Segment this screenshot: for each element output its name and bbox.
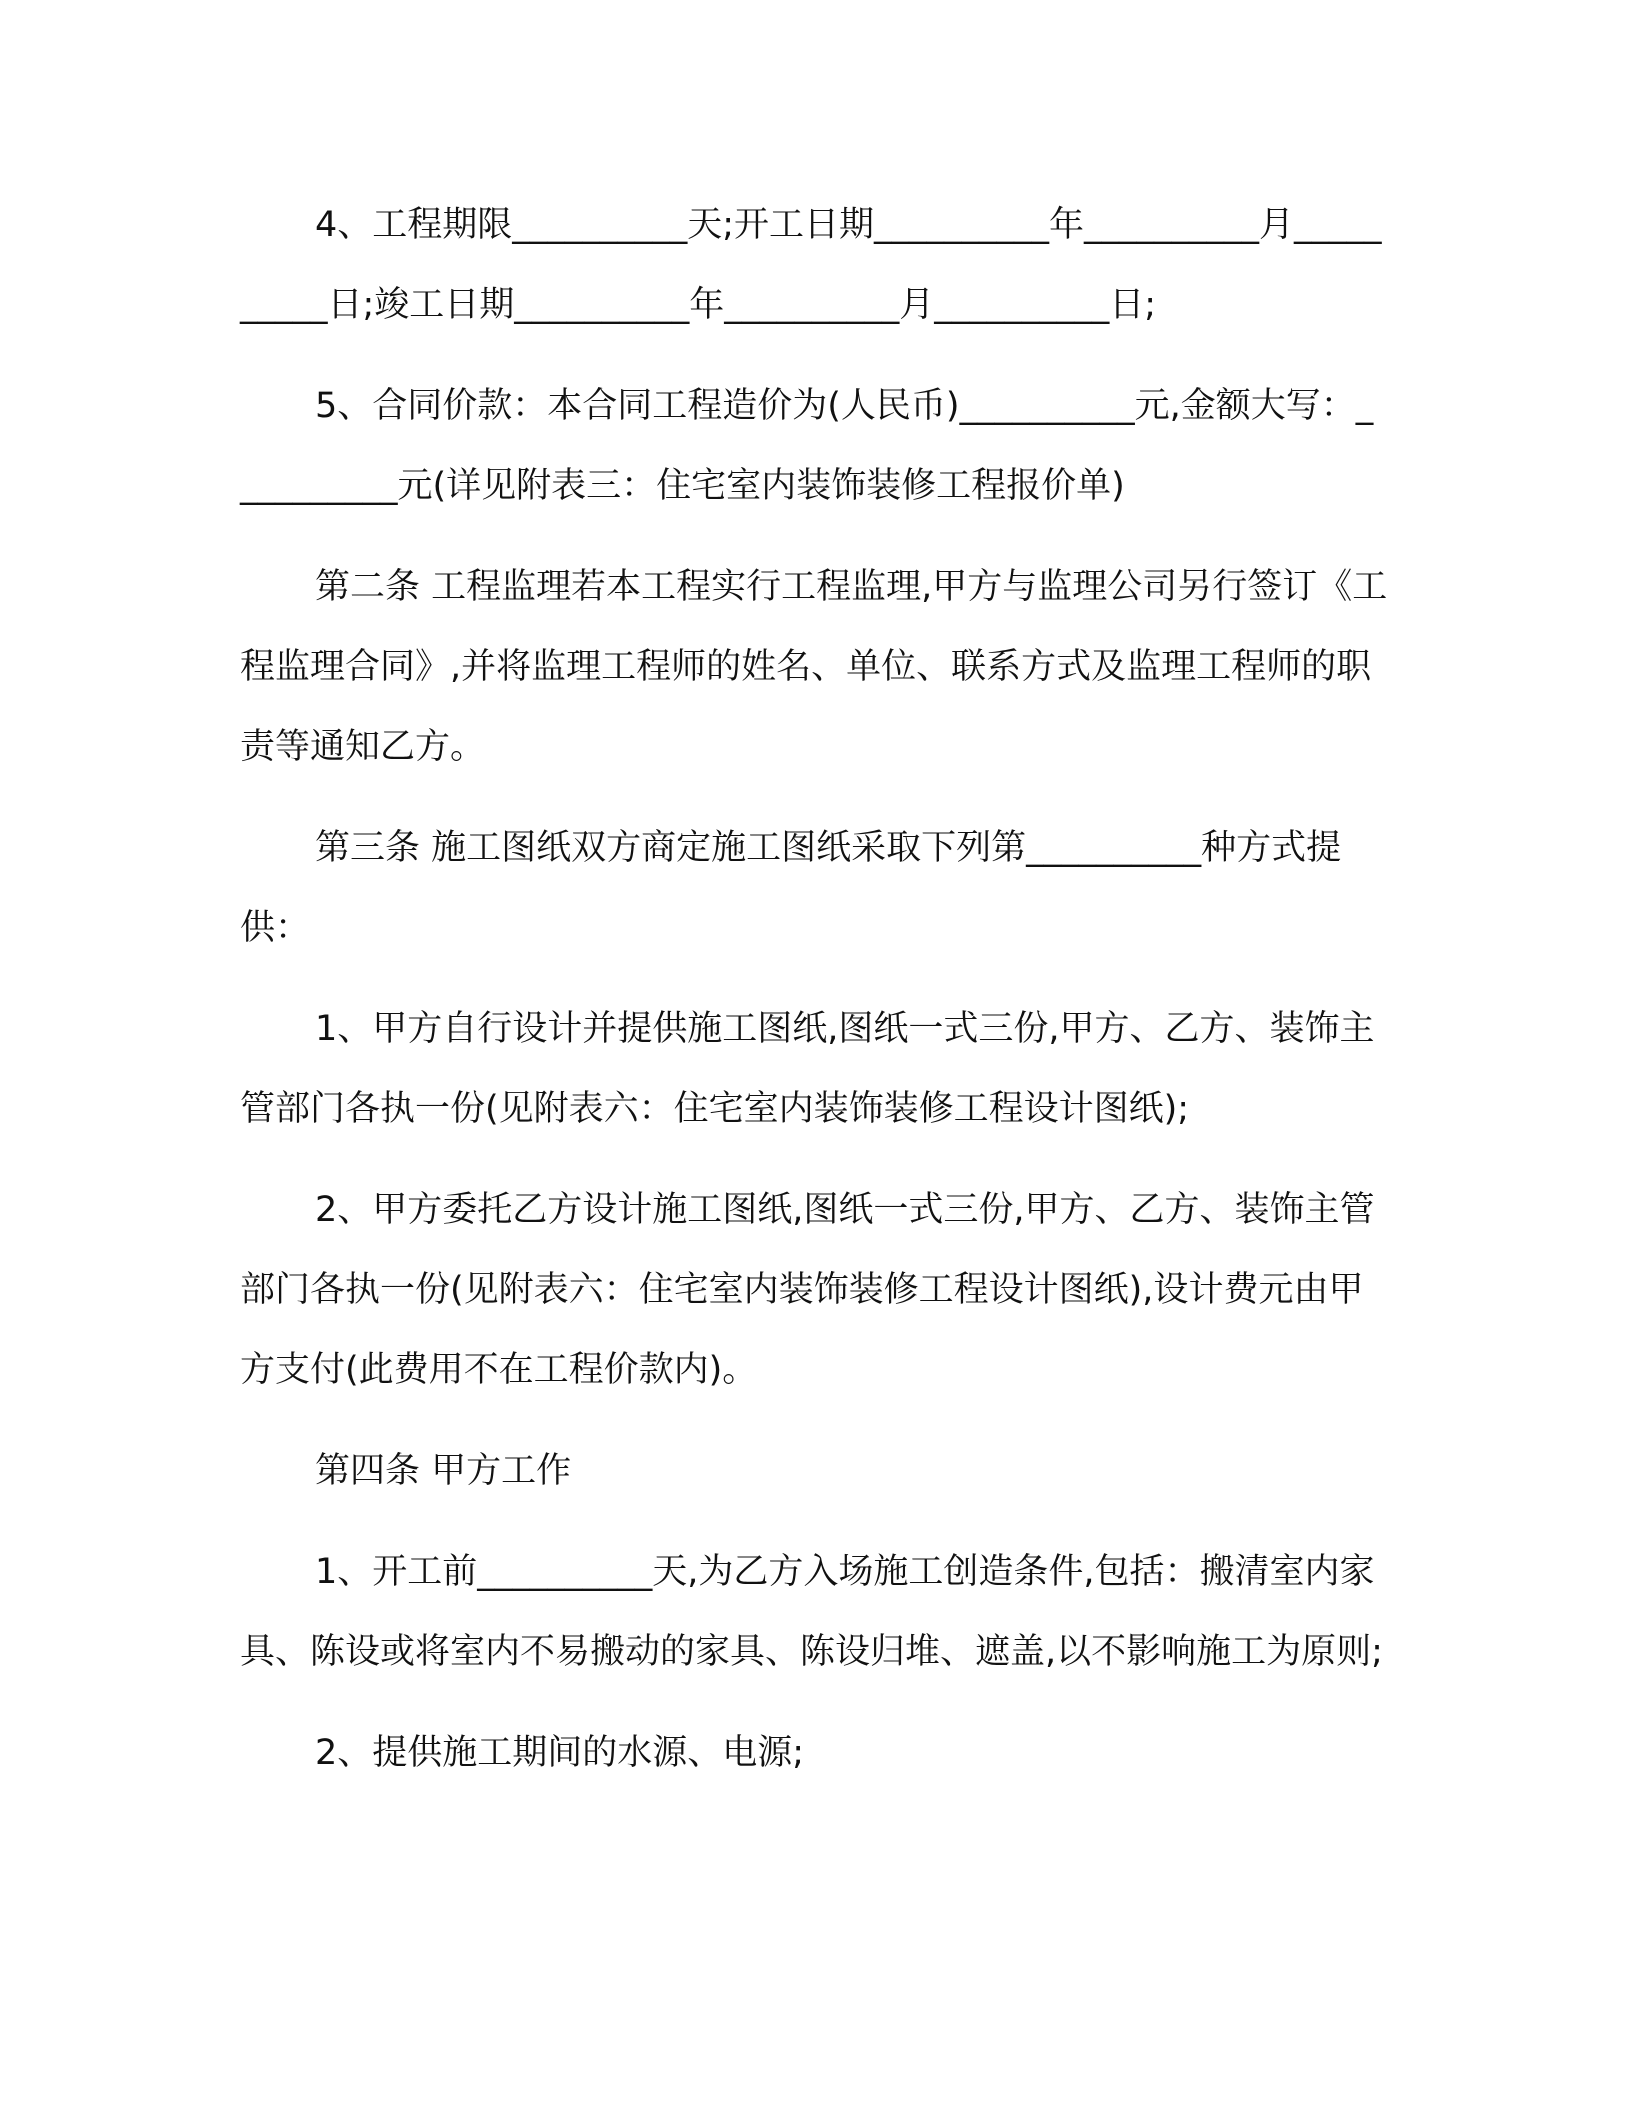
document-body — [240, 185, 1390, 1814]
paragraph-article-4-heading: 第四条 甲方工作 — [315, 1451, 572, 1491]
paragraph-item-5-price: 5、合同价款：本合同工程造价为(人民币)__________元,金额大写：__________元(详见附表三：住宅室内装饰装修工程报价单) — [240, 386, 1374, 506]
paragraph-article-2-supervision: 第二条 工程监理若本工程实行工程监理,甲方与监理公司另行签订《工程监理合同》,并将监理工程师的姓名、单位、联系方式及监理工程师的职责等通知乙方。 — [240, 567, 1388, 767]
paragraph-party-a-duty-2: 2、提供施工期间的水源、电源; — [315, 1733, 805, 1773]
paragraph-party-a-duty-1: 1、开工前__________天,为乙方入场施工创造条件,包括：搬清室内家具、陈设或将室内不易搬动的家具、陈设归堆、遮盖,以不影响施工为原则; — [240, 1552, 1383, 1672]
paragraph-item-4-duration: 4、工程期限__________天;开工日期__________年__________月__________日;竣工日期__________年__________月__________日; — [240, 205, 1382, 325]
paragraph-drawings-option-2: 2、甲方委托乙方设计施工图纸,图纸一式三份,甲方、乙方、装饰主管部门各执一份(见附表六：住宅室内装饰装修工程设计图纸),设计费元由甲方支付(此费用不在工程价款内)。 — [240, 1190, 1375, 1390]
paragraph-article-3-drawings: 第三条 施工图纸双方商定施工图纸采取下列第__________种方式提供： — [240, 828, 1342, 948]
paragraph-drawings-option-1: 1、甲方自行设计并提供施工图纸,图纸一式三份,甲方、乙方、装饰主管部门各执一份(见附表六：住宅室内装饰装修工程设计图纸); — [240, 1009, 1375, 1129]
